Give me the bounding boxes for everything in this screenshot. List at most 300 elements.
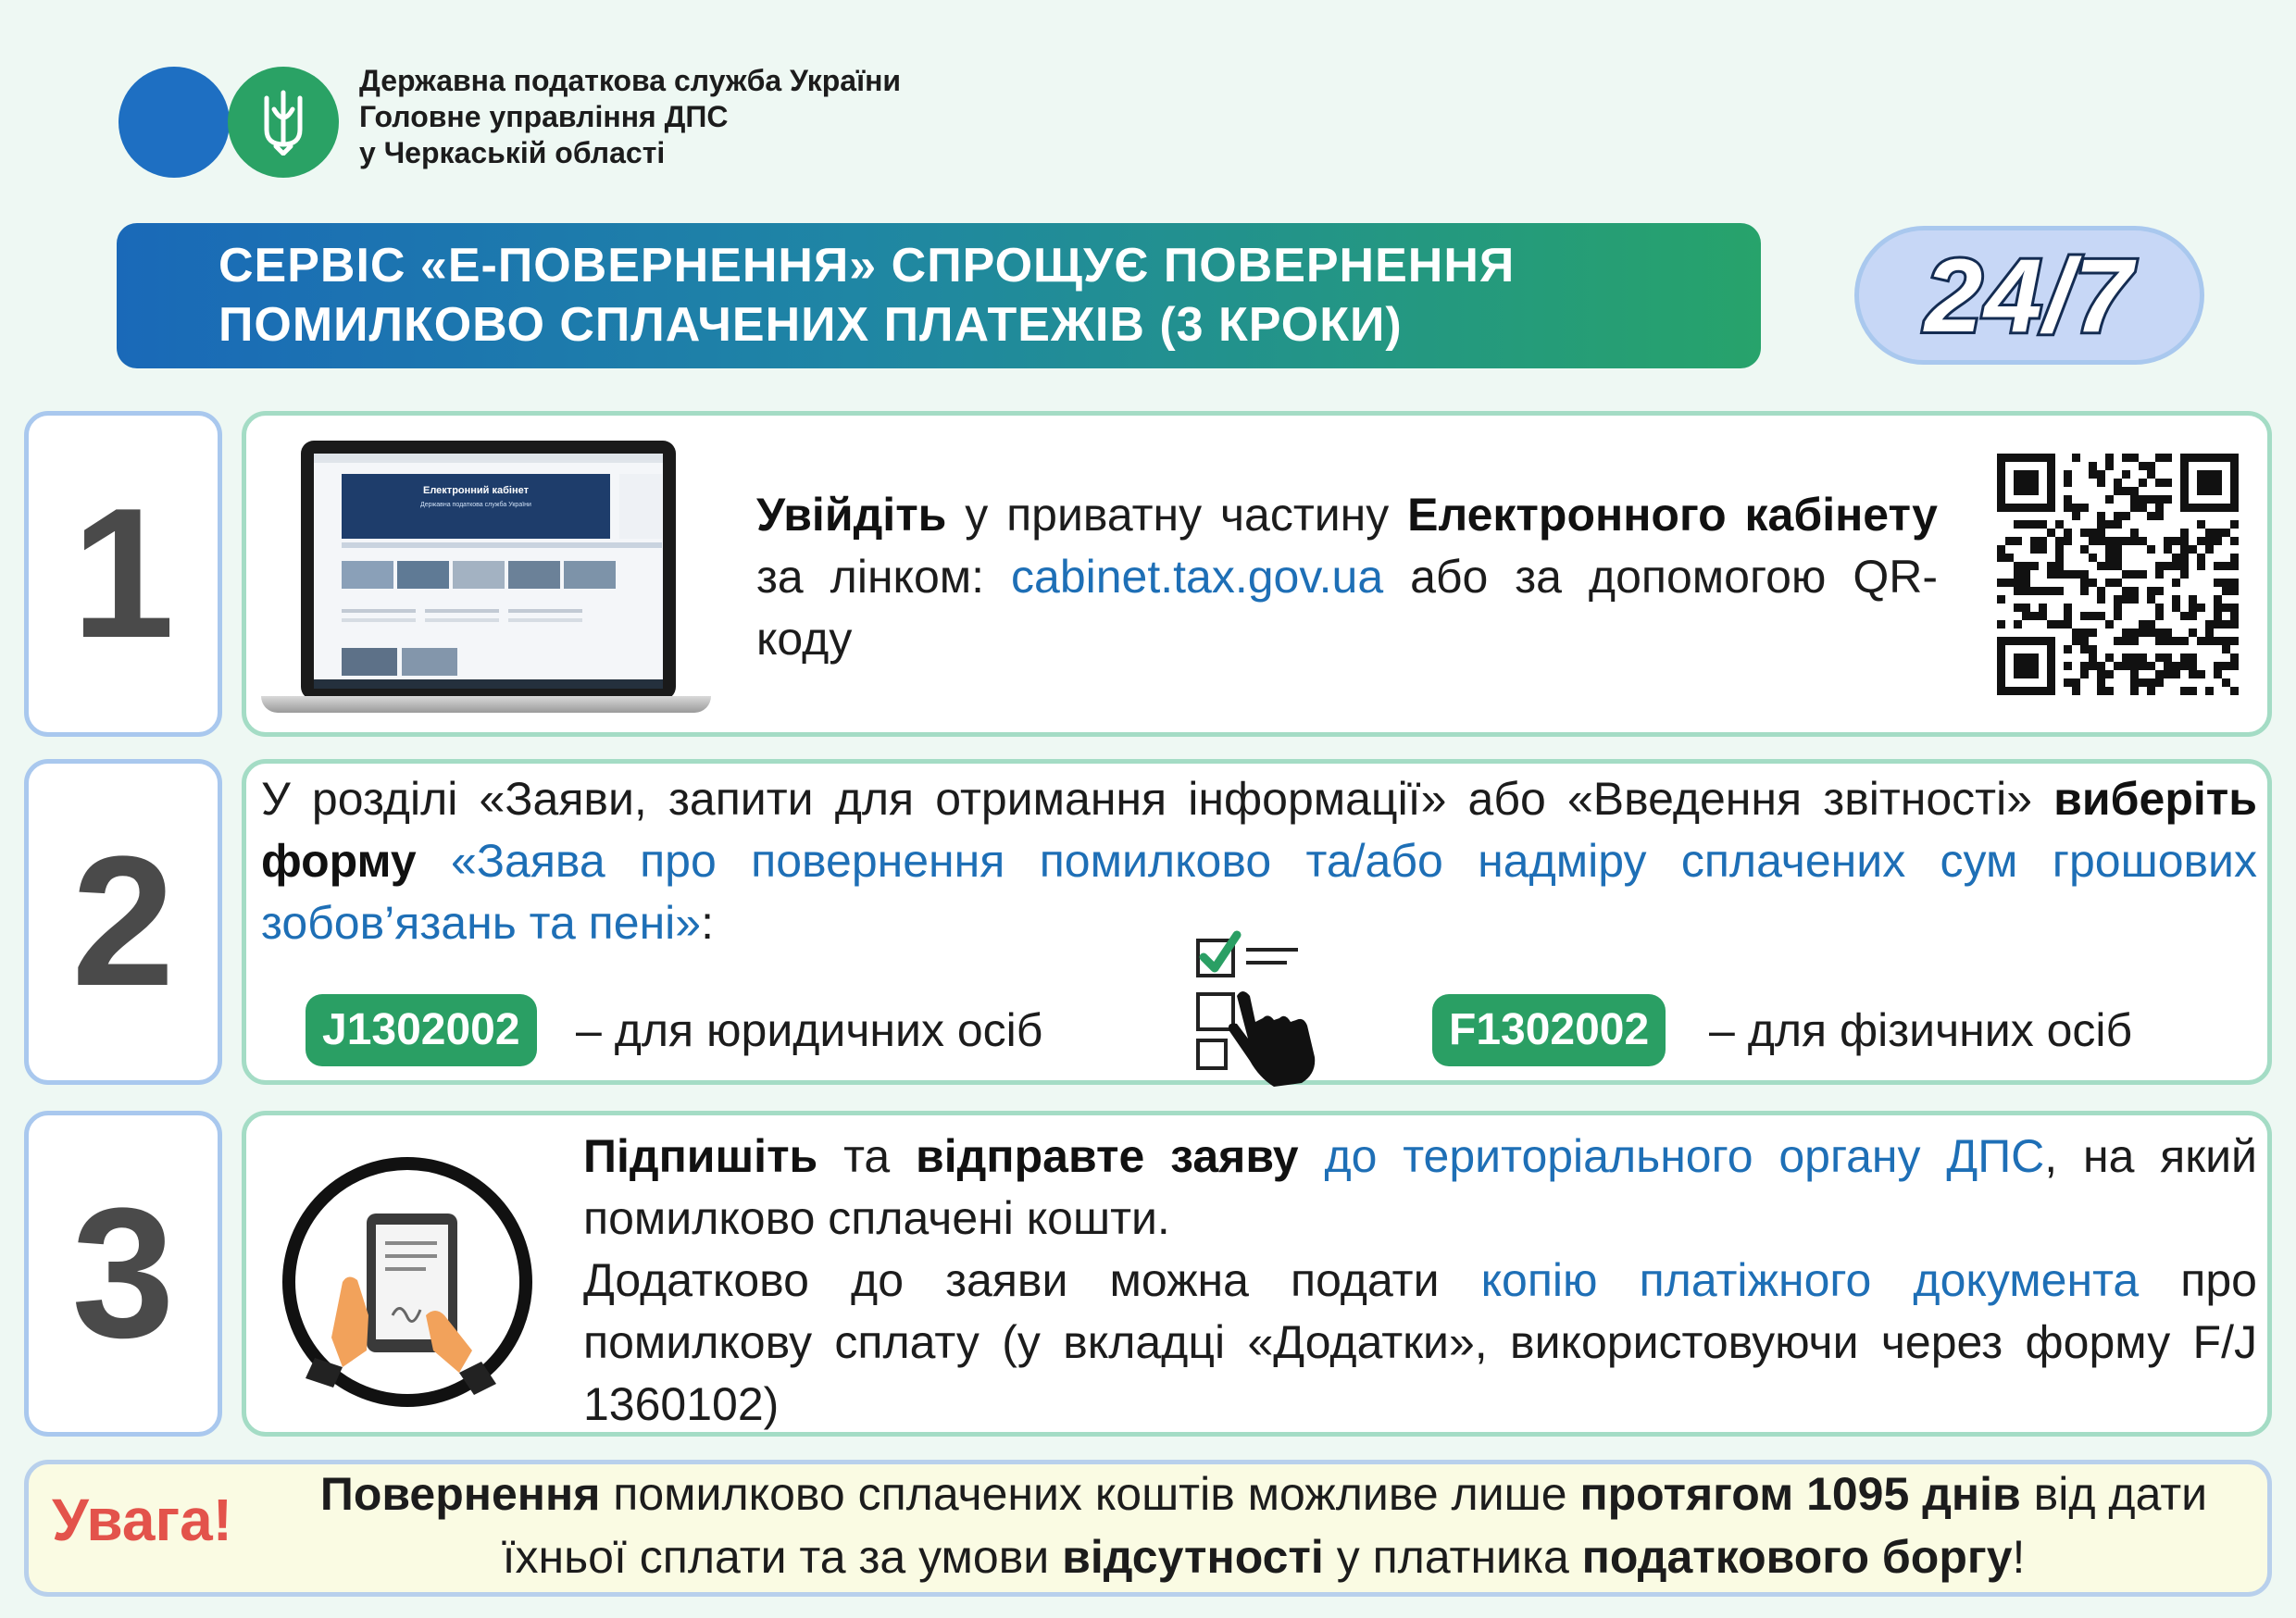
qr-module <box>2047 570 2055 579</box>
qr-module <box>2055 562 2064 570</box>
laptop-illustration <box>301 441 676 700</box>
qr-module <box>2014 670 2022 678</box>
qr-module <box>2105 670 2114 678</box>
qr-module <box>2222 620 2230 629</box>
qr-module <box>2172 637 2180 645</box>
qr-module <box>2105 454 2114 462</box>
qr-module <box>2014 653 2022 662</box>
qr-module <box>2147 662 2155 670</box>
qr-module <box>2122 653 2130 662</box>
qr-module <box>2214 662 2222 670</box>
qr-module <box>2030 545 2039 554</box>
trident-icon <box>257 89 309 156</box>
qr-module <box>2114 612 2122 620</box>
qr-module <box>2230 454 2239 462</box>
signing-tablet-icon <box>278 1152 537 1412</box>
qr-module <box>2172 562 2180 570</box>
qr-module <box>2097 670 2105 678</box>
qr-module <box>2197 670 2205 678</box>
qr-module <box>2230 620 2239 629</box>
qr-module <box>2180 470 2189 479</box>
qr-module <box>2197 562 2205 570</box>
qr-module <box>1997 595 2005 604</box>
qr-module <box>2130 487 2139 495</box>
qr-module <box>2222 454 2230 462</box>
qr-module <box>2130 653 2139 662</box>
qr-module <box>2105 462 2114 470</box>
qr-module <box>2222 637 2230 645</box>
qr-module <box>2180 637 2189 645</box>
qr-module <box>2014 687 2022 695</box>
qr-module <box>2064 470 2072 479</box>
qr-module <box>2089 645 2097 653</box>
qr-module <box>2005 537 2014 545</box>
qr-module <box>2147 678 2155 687</box>
qr-module <box>2047 687 2055 695</box>
qr-module <box>2230 579 2239 587</box>
qr-module <box>2089 662 2097 670</box>
qr-module <box>2197 520 2205 529</box>
qr-module <box>2022 520 2030 529</box>
qr-module <box>2022 579 2030 587</box>
logo-green-circle <box>228 67 339 178</box>
qr-module <box>2072 504 2080 512</box>
qr-module <box>2014 562 2022 570</box>
qr-module <box>2089 470 2097 479</box>
qr-module <box>2105 545 2114 554</box>
form-code-legal: J1302002 <box>306 994 537 1066</box>
qr-module <box>2164 562 2172 570</box>
qr-module <box>2147 470 2155 479</box>
qr-module <box>2097 470 2105 479</box>
qr-module <box>2047 462 2055 470</box>
qr-module <box>1997 620 2005 629</box>
qr-module <box>1997 454 2005 462</box>
qr-module <box>2139 678 2147 687</box>
qr-module <box>2030 670 2039 678</box>
qr-module <box>2122 629 2130 637</box>
qr-module <box>2189 604 2197 612</box>
qr-module <box>1997 662 2005 670</box>
qr-module <box>2214 529 2222 537</box>
qr-module <box>2030 520 2039 529</box>
qr-module <box>2114 562 2122 570</box>
qr-module <box>1997 579 2005 587</box>
qr-module <box>2230 562 2239 570</box>
qr-module <box>2230 604 2239 612</box>
qr-module <box>2022 653 2030 662</box>
qr-module <box>2080 579 2089 587</box>
qr-module <box>2155 653 2164 662</box>
qr-module <box>1997 670 2005 678</box>
qr-module <box>2197 487 2205 495</box>
qr-module <box>2022 637 2030 645</box>
step-3-number: 3 <box>24 1111 222 1437</box>
qr-module <box>2147 629 2155 637</box>
qr-module <box>2172 662 2180 670</box>
qr-module <box>2130 595 2139 604</box>
qr-module <box>2030 537 2039 545</box>
qr-module <box>2230 495 2239 504</box>
qr-module <box>2164 653 2172 662</box>
qr-module <box>2064 662 2072 670</box>
qr-module <box>2097 612 2105 620</box>
qr-module <box>2197 554 2205 562</box>
qr-module <box>2114 537 2122 545</box>
warning-label: Увага! <box>52 1487 233 1553</box>
qr-module <box>2122 587 2130 595</box>
qr-module <box>2097 520 2105 529</box>
qr-module <box>2114 545 2122 554</box>
step-1-text: Увійдіть у приватну частину Електронного кабінету за лінком: cabinet.tax.gov.ua або за допомогою QR-коду <box>756 489 1939 665</box>
qr-module <box>2180 612 2189 620</box>
qr-module <box>2180 687 2189 695</box>
qr-module <box>2130 537 2139 545</box>
qr-module <box>2230 479 2239 487</box>
qr-module <box>2214 454 2222 462</box>
qr-module <box>2089 529 2097 537</box>
qr-module <box>2180 495 2189 504</box>
qr-module <box>2214 620 2222 629</box>
qr-module <box>2022 562 2030 570</box>
qr-module <box>2222 678 2230 687</box>
qr-module <box>2105 579 2114 587</box>
qr-module <box>2030 587 2039 595</box>
qr-module <box>2089 629 2097 637</box>
qr-module <box>2055 537 2064 545</box>
qr-module <box>2147 462 2155 470</box>
qr-module <box>2172 604 2180 612</box>
qr-module <box>2197 454 2205 462</box>
qr-module <box>2230 687 2239 695</box>
qr-module <box>2180 504 2189 512</box>
qr-module <box>2047 662 2055 670</box>
cabinet-screenshot <box>314 454 663 689</box>
qr-module <box>2022 587 2030 595</box>
availability-badge: 24/7 <box>1854 226 2204 365</box>
qr-module <box>2072 678 2080 687</box>
qr-module <box>2214 579 2222 587</box>
qr-module <box>2205 545 2214 554</box>
qr-module <box>2089 462 2097 470</box>
qr-module <box>2080 670 2089 678</box>
cabinet-link[interactable]: cabinet.tax.gov.ua <box>1011 551 1384 603</box>
qr-module <box>2205 687 2214 695</box>
qr-module <box>2097 537 2105 545</box>
qr-module <box>2189 454 2197 462</box>
qr-module <box>2072 687 2080 695</box>
form-code-individual: F1302002 <box>1432 994 1666 1066</box>
qr-module <box>2014 470 2022 479</box>
qr-code[interactable] <box>1984 439 2252 713</box>
qr-module <box>2197 537 2205 545</box>
qr-module <box>2130 637 2139 645</box>
qr-module <box>2180 562 2189 570</box>
qr-module <box>2172 537 2180 545</box>
qr-module <box>2014 520 2022 529</box>
qr-module <box>2089 653 2097 662</box>
qr-module <box>2080 504 2089 512</box>
screen-subtitle: Державна податкова служба України <box>420 502 531 508</box>
qr-module <box>2022 479 2030 487</box>
qr-module <box>2089 554 2097 562</box>
qr-module <box>2047 454 2055 462</box>
qr-module <box>2197 604 2205 612</box>
qr-module <box>2005 504 2014 512</box>
qr-module <box>2072 512 2080 520</box>
qr-module <box>2005 554 2014 562</box>
title-banner: СЕРВІС «Е-ПОВЕРНЕННЯ» СПРОЩУЄ ПОВЕРНЕННЯ ПОМИЛКОВО СПЛАЧЕНИХ ПЛАТЕЖІВ (3 КРОКИ) <box>117 223 1761 368</box>
qr-module <box>2130 670 2139 678</box>
qr-module <box>2014 479 2022 487</box>
qr-module <box>2180 462 2189 470</box>
qr-module <box>2164 495 2172 504</box>
warning-text: Повернення помилково сплачених коштів можливе лише протягом 1095 днів від дати їхньої сплати та за умови відсутності у платника податкового боргу! <box>319 1468 2208 1583</box>
qr-module <box>2114 512 2122 520</box>
qr-module <box>2180 529 2189 537</box>
qr-module <box>2039 545 2047 554</box>
qr-module <box>2105 554 2114 562</box>
qr-module <box>2172 554 2180 562</box>
qr-module <box>2039 537 2047 545</box>
qr-module <box>2139 479 2147 487</box>
qr-module <box>1997 687 2005 695</box>
step-2-number: 2 <box>24 759 222 1085</box>
qr-module <box>2097 587 2105 595</box>
qr-module <box>2205 487 2214 495</box>
qr-module <box>2047 529 2055 537</box>
qr-module <box>2064 479 2072 487</box>
qr-module <box>2180 454 2189 462</box>
qr-module <box>2130 662 2139 670</box>
qr-module <box>2147 620 2155 629</box>
qr-module <box>2080 529 2089 537</box>
qr-module <box>2197 504 2205 512</box>
qr-module <box>2139 570 2147 579</box>
qr-module <box>2214 612 2222 620</box>
qr-module <box>2022 604 2030 612</box>
qr-module <box>2014 637 2022 645</box>
qr-module <box>1997 545 2005 554</box>
qr-module <box>2022 470 2030 479</box>
qr-module <box>2230 470 2239 479</box>
qr-module <box>2039 454 2047 462</box>
qr-module <box>2155 637 2164 645</box>
qr-module <box>2230 520 2239 529</box>
qr-module <box>2155 604 2164 612</box>
qr-module <box>2197 637 2205 645</box>
qr-module <box>2205 470 2214 479</box>
qr-module <box>1997 653 2005 662</box>
qr-module <box>2014 570 2022 579</box>
qr-module <box>2122 595 2130 604</box>
qr-module <box>2089 579 2097 587</box>
qr-module <box>2155 454 2164 462</box>
qr-module <box>2214 470 2222 479</box>
qr-module <box>2214 670 2222 678</box>
qr-module <box>2230 462 2239 470</box>
qr-module <box>2155 612 2164 620</box>
qr-module <box>2189 545 2197 554</box>
qr-module <box>2030 637 2039 645</box>
qr-module <box>2080 587 2089 595</box>
qr-module <box>2055 570 2064 579</box>
qr-module <box>2014 487 2022 495</box>
qr-module <box>2030 479 2039 487</box>
qr-module <box>2114 637 2122 645</box>
qr-module <box>2155 570 2164 579</box>
qr-module <box>2155 495 2164 504</box>
qr-module <box>2205 537 2214 545</box>
qr-module <box>2189 595 2197 604</box>
qr-module <box>2172 579 2180 587</box>
qr-module <box>2189 629 2197 637</box>
form-desc-legal: – для юридичних осіб <box>576 1004 1043 1056</box>
qr-module <box>2114 604 2122 612</box>
qr-module <box>1997 479 2005 487</box>
qr-module <box>2030 487 2039 495</box>
qr-module <box>2097 687 2105 695</box>
qr-module <box>2180 545 2189 554</box>
qr-module <box>2230 637 2239 645</box>
qr-module <box>2230 587 2239 595</box>
step-1-number: 1 <box>24 411 222 737</box>
qr-module <box>2230 537 2239 545</box>
qr-module <box>2155 678 2164 687</box>
qr-module <box>2064 537 2072 545</box>
qr-module <box>2214 562 2222 570</box>
qr-module <box>2022 504 2030 512</box>
qr-module <box>2014 587 2022 595</box>
qr-module <box>2055 545 2064 554</box>
qr-module <box>1997 470 2005 479</box>
qr-module <box>2205 637 2214 645</box>
qr-module <box>2155 670 2164 678</box>
qr-module <box>2030 662 2039 670</box>
qr-module <box>2139 537 2147 545</box>
qr-module <box>2047 653 2055 662</box>
qr-module <box>2030 612 2039 620</box>
qr-module <box>2039 604 2047 612</box>
qr-module <box>2080 545 2089 554</box>
qr-module <box>1997 462 2005 470</box>
qr-module <box>2080 637 2089 645</box>
qr-module <box>2047 620 2055 629</box>
qr-module <box>2114 554 2122 562</box>
qr-module <box>2172 595 2180 604</box>
qr-module <box>2205 529 2214 537</box>
qr-module <box>2164 670 2172 678</box>
qr-module <box>2189 653 2197 662</box>
qr-module <box>2139 620 2147 629</box>
qr-module <box>2064 612 2072 620</box>
form-desc-individual: – для фізичних осіб <box>1709 1004 2133 1056</box>
qr-module <box>1997 487 2005 495</box>
qr-module <box>2139 662 2147 670</box>
qr-module <box>2205 479 2214 487</box>
qr-module <box>2014 454 2022 462</box>
qr-module <box>2172 670 2180 678</box>
qr-module <box>2114 520 2122 529</box>
qr-module <box>2222 662 2230 670</box>
qr-module <box>2064 570 2072 579</box>
qr-module <box>2139 462 2147 470</box>
qr-module <box>2214 604 2222 612</box>
qr-module <box>2164 629 2172 637</box>
qr-module <box>2105 537 2114 545</box>
qr-module <box>2064 495 2072 504</box>
qr-module <box>2180 554 2189 562</box>
qr-module <box>2105 687 2114 695</box>
qr-module <box>2122 570 2130 579</box>
qr-module <box>1997 678 2005 687</box>
qr-module <box>2089 612 2097 620</box>
qr-module <box>2080 570 2089 579</box>
qr-module <box>2147 495 2155 504</box>
qr-module <box>2030 687 2039 695</box>
qr-module <box>2230 554 2239 562</box>
qr-module <box>2205 629 2214 637</box>
qr-module <box>2130 504 2139 512</box>
qr-module <box>2114 579 2122 587</box>
qr-module <box>2130 687 2139 695</box>
qr-module <box>2180 570 2189 579</box>
qr-module <box>2064 529 2072 537</box>
qr-module <box>2230 653 2239 662</box>
qr-module <box>2022 662 2030 670</box>
qr-module <box>2097 512 2105 520</box>
qr-module <box>2064 678 2072 687</box>
qr-module <box>2180 487 2189 495</box>
qr-module <box>2072 570 2080 579</box>
qr-module <box>2047 562 2055 570</box>
qr-module <box>2189 504 2197 512</box>
qr-module <box>2164 637 2172 645</box>
screen-title: Електронний кабінет <box>423 485 529 496</box>
qr-module <box>2147 545 2155 554</box>
qr-module <box>2072 454 2080 462</box>
qr-module <box>2097 662 2105 670</box>
qr-module <box>2230 487 2239 495</box>
qr-module <box>2130 495 2139 504</box>
qr-module <box>2047 495 2055 504</box>
qr-module <box>2189 687 2197 695</box>
qr-module <box>2147 512 2155 520</box>
qr-module <box>2014 504 2022 512</box>
qr-module <box>2022 687 2030 695</box>
qr-module <box>2089 537 2097 545</box>
qr-module <box>2122 537 2130 545</box>
organization-name: Державна податкова служба України Головне управління ДПС у Черкаській області <box>359 64 902 169</box>
qr-module <box>2030 653 2039 662</box>
qr-module <box>2180 537 2189 545</box>
qr-module <box>2114 479 2122 487</box>
qr-module <box>2064 645 2072 653</box>
qr-module <box>2147 687 2155 695</box>
qr-module <box>2139 629 2147 637</box>
qr-module <box>2122 637 2130 645</box>
qr-module <box>2155 504 2164 512</box>
qr-module <box>2130 678 2139 687</box>
qr-module <box>2080 612 2089 620</box>
qr-module <box>2180 479 2189 487</box>
checklist-hand-icon <box>1194 929 1342 1087</box>
qr-module <box>2214 487 2222 495</box>
qr-module <box>2114 662 2122 670</box>
qr-module <box>2097 562 2105 570</box>
qr-module <box>2030 504 2039 512</box>
qr-module <box>2022 454 2030 462</box>
